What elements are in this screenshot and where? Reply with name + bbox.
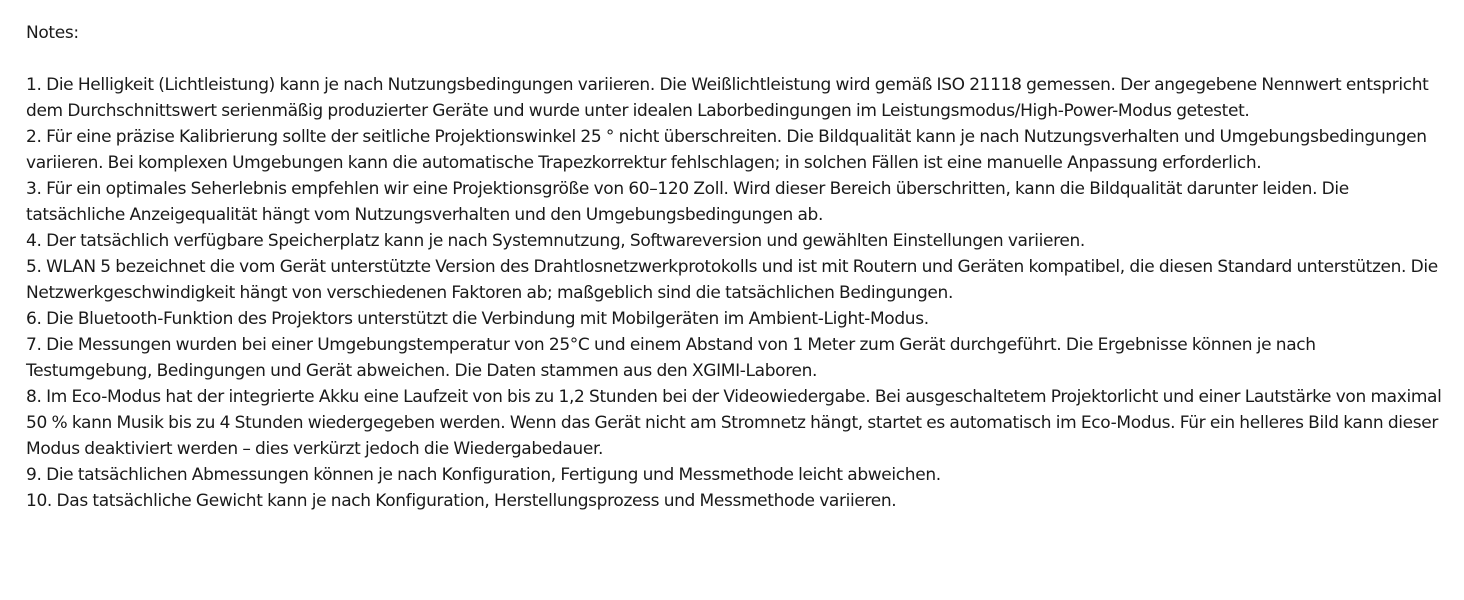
note-item-5: 5. WLAN 5 bezeichnet die vom Gerät unterstützte Version des Drahtlosnetzwerkprotokolls und ist mit Routern und Geräten kompatibel, die diesen Standard unterstützen. Die Netzwerkgeschwindigkeit hängt von verschiedenen Faktoren ab; maßgeblich sind die tatsächlichen Bedingungen. [26, 257, 1438, 303]
notes-section [26, 20, 1444, 514]
notes-heading: Notes: [26, 23, 79, 43]
note-item-8: 8. Im Eco-Modus hat der integrierte Akku eine Laufzeit von bis zu 1,2 Stunden bei der Videowiedergabe. Bei ausgeschaltetem Projektorlicht und einer Lautstärke von maximal 50 % kann Musik bis zu 4 Stunden wiedergegeben werden. Wenn das Gerät nicht am Stromnetz hängt, startet es automatisch im Eco-Modus. Für ein helleres Bild kann dieser Modus deaktiviert werden – dies verkürzt jedoch die Wiedergabedauer. [26, 387, 1442, 459]
note-item-7: 7. Die Messungen wurden bei einer Umgebungstemperatur von 25°C und einem Abstand von 1 Meter zum Gerät durchgeführt. Die Ergebnisse können je nach Testumgebung, Bedingungen und Gerät abweichen. Die Daten stammen aus den XGIMI-Laboren. [26, 335, 1316, 381]
note-item-9: 9. Die tatsächlichen Abmessungen können je nach Konfiguration, Fertigung und Messmethode leicht abweichen. [26, 465, 941, 485]
note-item-1: 1. Die Helligkeit (Lichtleistung) kann je nach Nutzungsbedingungen variieren. Die Weißlichtleistung wird gemäß ISO 21118 gemessen. Der angegebene Nennwert entspricht dem Durchschnittswert serienmäßig produzierter Geräte und wurde unter idealen Laborbedingungen im Leistungsmodus/High-Power-Modus getestet. [26, 75, 1429, 121]
note-item-10: 10. Das tatsächliche Gewicht kann je nach Konfiguration, Herstellungsprozess und Messmethode variieren. [26, 491, 897, 511]
note-item-4: 4. Der tatsächlich verfügbare Speicherplatz kann je nach Systemnutzung, Softwareversion und gewählten Einstellungen variieren. [26, 231, 1085, 251]
note-item-3: 3. Für ein optimales Seherlebnis empfehlen wir eine Projektionsgröße von 60–120 Zoll. Wird dieser Bereich überschritten, kann die Bildqualität darunter leiden. Die tatsächliche Anzeigequalität hängt vom Nutzungsverhalten und den Umgebungsbedingungen ab. [26, 179, 1349, 225]
note-item-6: 6. Die Bluetooth-Funktion des Projektors unterstützt die Verbindung mit Mobilgeräten im Ambient-Light-Modus. [26, 309, 929, 329]
note-item-2: 2. Für eine präzise Kalibrierung sollte der seitliche Projektionswinkel 25 ° nicht überschreiten. Die Bildqualität kann je nach Nutzungsverhalten und Umgebungsbedingungen variieren. Bei komplexen Umgebungen kann die automatische Trapezkorrektur fehlschlagen; in solchen Fällen ist eine manuelle Anpassung erforderlich. [26, 127, 1427, 173]
spacer [26, 46, 1444, 72]
